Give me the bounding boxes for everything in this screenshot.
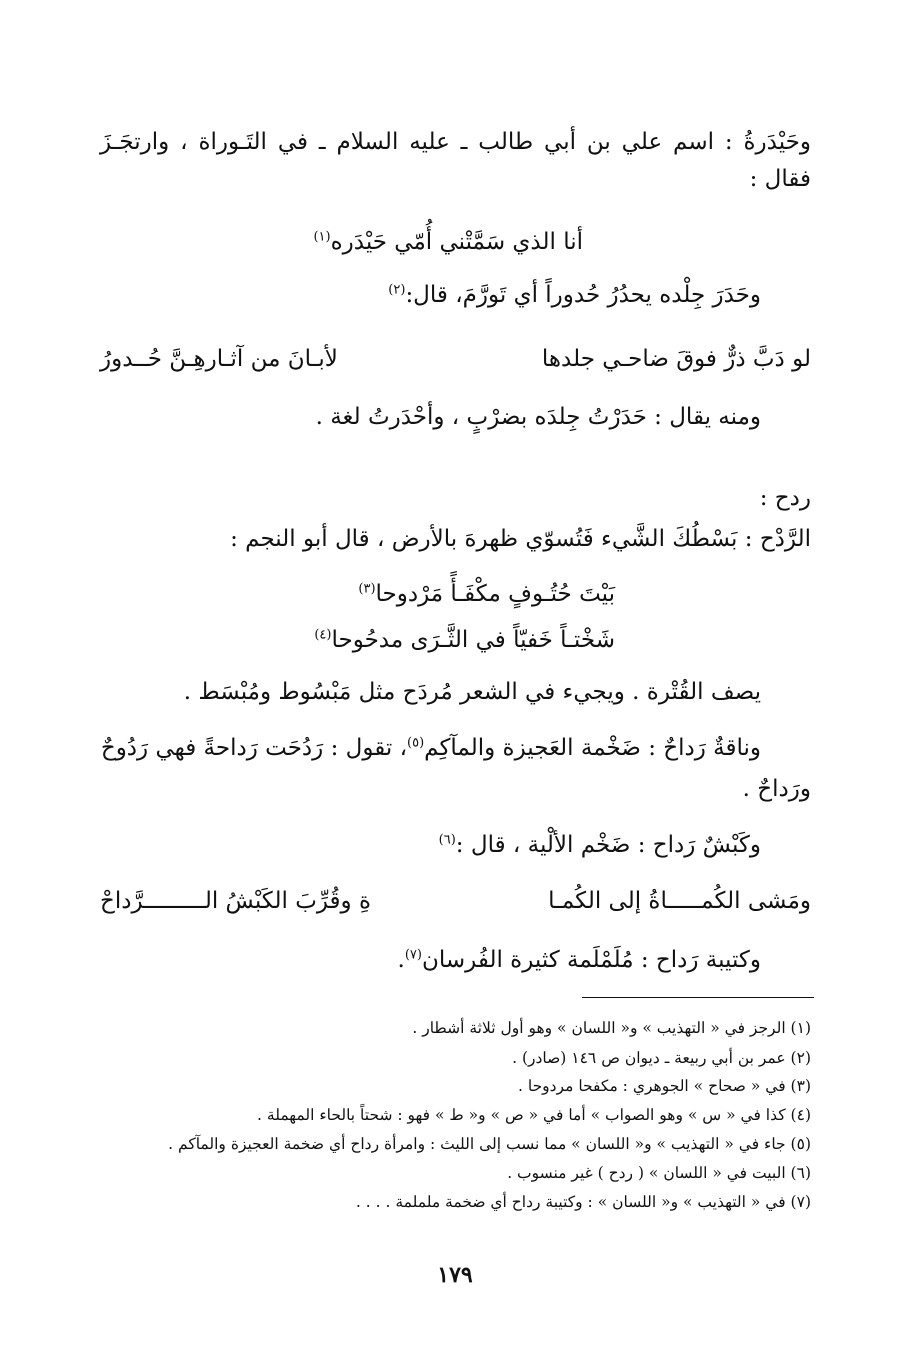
- text-line-3-text: وحَدَرَ جِلْده يحدُرُ حُدوراً أي تَورَّمَ، قال:: [405, 282, 761, 308]
- verse-2: [358, 578, 615, 610]
- verse-2-text: بَيْتَ حُتُـوفٍ مكْفَـأً مَرْدوحا: [375, 581, 615, 607]
- footnote-5: (٥) جاء في « التهذيب » و« اللسان » مما نسب إلى الليث : وامرأة رداح أي ضخمة العجيزة والمآكم .: [168, 1135, 811, 1153]
- text-line-10: [100, 944, 761, 976]
- verse-1-text: أنا الذي سَمَّتْني أُمّي حَيْدَره: [330, 229, 583, 255]
- text-line-4: ومنه يقال : حَدَرْتُ جِلدَه بضرْبٍ ، وأحْدَرتُ لغة .: [315, 404, 761, 430]
- footnote-ref-2: (٢): [388, 282, 406, 298]
- page-number: ١٧٩: [437, 1262, 473, 1288]
- text-line-3: [100, 279, 761, 311]
- verse-3-text: شَخْتـاً خَفيّاً في الثَّـرَى مدحُوحا: [331, 627, 615, 653]
- verse-1: [313, 226, 583, 258]
- poem-1-right-hemistich: لو دَبَّ ذرٌّ فوقَ ضاحـي جلدها: [541, 346, 811, 372]
- footnote-ref-3: (٣): [358, 581, 376, 597]
- text-line-10-end: .: [397, 947, 405, 973]
- poem-1-left-hemistich: لأبـانَ من آثـارهِـنَّ حُــدورُ: [100, 346, 338, 372]
- footnote-2: (٢) عمر بن أبي ربيعة ـ ديوان ص ١٤٦ (صادر) .: [512, 1049, 811, 1067]
- text-line-5: الرَّدْح : بَسْطُكَ الشَّيء فَتُسوّي ظهرهَ بالأرض ، قال أبو النجم :: [230, 526, 811, 552]
- text-line-9: [100, 829, 761, 861]
- text-line-8: ورَداحٌ .: [742, 776, 811, 802]
- text-line-1: وحَيْدَرةُ : اسم علي بن أبي طالب ـ عليه السلام ـ في التَـوراة ، وارتجَـزَ: [100, 129, 811, 155]
- text-line-7: [100, 732, 761, 764]
- footnote-6: (٦) البيت في « اللسان » ( ردح ) غير منسوب .: [507, 1164, 811, 1182]
- text-line-6: يصف القُتْرة . ويجيء في الشعر مُردَح مثل مَبْسُوط ومُبْسَط .: [183, 679, 761, 705]
- text-line-7-rest: ، تقول : رَدُحَت رَداحةً فهي رَدُوحٌ: [100, 735, 408, 761]
- footnote-7: (٧) في « التهذيب » و« اللسان » : وكتيبة رداح أي ضخمة ململمة . . . .: [355, 1193, 811, 1211]
- footnote-4: (٤) كذا في « س » وهو الصواب » أما في « ص » و« ط » فهو : شحتاً بالحاء المهملة .: [257, 1106, 811, 1124]
- text-line-2: فقال :: [749, 166, 811, 192]
- text-line-7-text: وناقةٌ رَداحٌ : ضَخْمة العَجيزة والمآكِم: [424, 735, 761, 761]
- footnote-separator: [582, 997, 814, 998]
- verse-3: [314, 624, 615, 656]
- entry-heading-radh: ردح :: [759, 485, 811, 511]
- footnote-ref-1: (١): [313, 229, 331, 245]
- text-line-10-text: وكتيبة رَداح : مُلَمْلَمة كثيرة الفُرسان: [421, 947, 761, 973]
- footnote-3: (٣) في « صحاح » الجوهري : مكفحا مردوحا .: [518, 1077, 811, 1095]
- poem-2-right-hemistich: ومَشى الكُمـــــاةُ إلى الكُمـا: [548, 888, 811, 914]
- footnote-ref-5: (٥): [407, 735, 425, 751]
- text-line-9-text: وكَبْشٌ رَداح : ضَخْم الألْية ، قال :: [455, 832, 761, 858]
- footnote-1: (١) الرجز في « التهذيب » و« اللسان » وهو أول ثلاثة أشطار .: [412, 1019, 811, 1037]
- poem-2-left-hemistich: ةِ وقُرِّبَ الكَبْشُ الـــــــــرَّداحْ: [100, 888, 372, 914]
- footnote-ref-6: (٦): [438, 832, 456, 848]
- footnote-ref-7: (٧): [404, 947, 422, 963]
- footnote-ref-4: (٤): [314, 627, 332, 643]
